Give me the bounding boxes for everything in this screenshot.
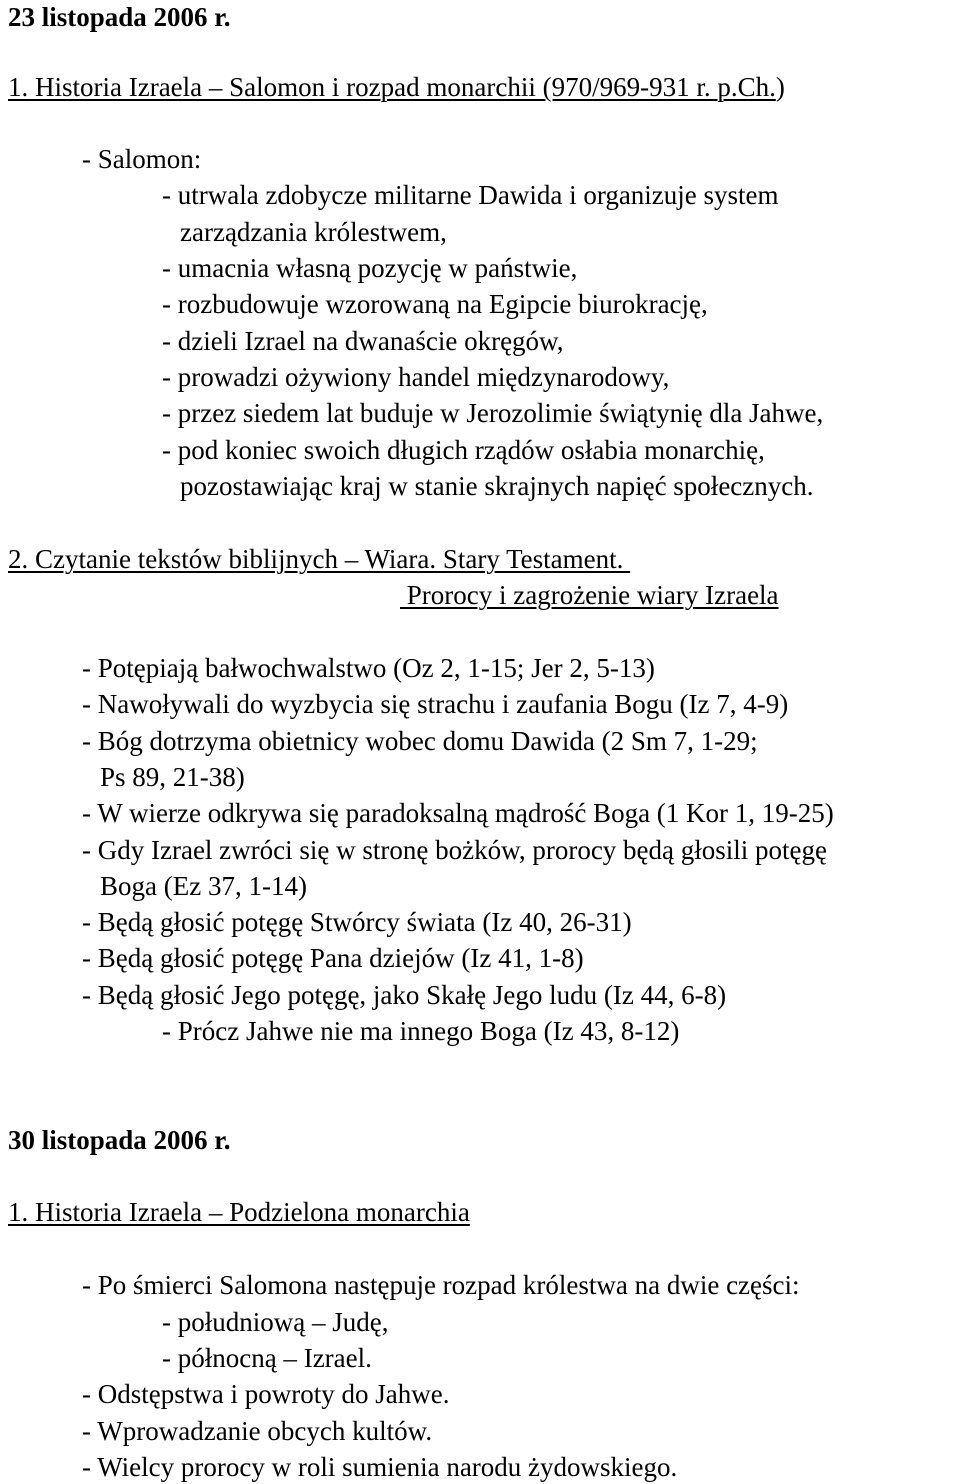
prophets-item: - Bóg dotrzyma obietnicy wobec domu Dawida (2 Sm 7, 1-29; — [82, 726, 758, 756]
salomon-item: - rozbudowuje wzorowaną na Egipcie biurokrację, — [162, 289, 708, 319]
prophets-item: - Będą głosić potęgę Stwórcy świata (Iz 40, 26-31) — [82, 907, 632, 937]
reading-subheading-text: Prorocy i zagrożenie wiary Izraela — [400, 580, 779, 610]
reading-subheading — [400, 578, 779, 612]
salomon-item: zarządzania królestwem, — [180, 217, 447, 247]
prophets-item: Boga (Ez 37, 1-14) — [100, 871, 307, 901]
prophets-item: - Będą głosić Jego potęgę, jako Skałę Jego ludu (Iz 44, 6-8) — [82, 980, 727, 1010]
prophets-item: - Potępiają bałwochwalstwo (Oz 2, 1-15; Jer 2, 5-13) — [82, 653, 655, 683]
monarchy-item: - Wielcy prorocy w roli sumienia narodu żydowskiego. — [82, 1452, 678, 1482]
reading-heading — [8, 542, 630, 576]
reading-heading-text: 2. Czytanie tekstów biblijnych – Wiara. Stary Testament. — [8, 544, 631, 574]
prophets-item: - Nawoływali do wyzbycia się strachu i zaufania Bogu (Iz 7, 4-9) — [82, 689, 789, 719]
monarchy-item: - Po śmierci Salomona następuje rozpad królestwa na dwie części: — [82, 1270, 800, 1300]
salomon-item: - prowadzi ożywiony handel międzynarodowy, — [162, 362, 670, 392]
salomon-item: pozostawiając kraj w stanie skrajnych napięć społecznych. — [180, 471, 814, 501]
history-heading-2-text: 1. Historia Izraela – Podzielona monarchia — [8, 1197, 470, 1227]
prophets-item: - Prócz Jahwe nie ma innego Boga (Iz 43, 8-12) — [162, 1016, 680, 1046]
monarchy-item: - Wprowadzanie obcych kultów. — [82, 1416, 433, 1446]
prophets-item: - Gdy Izrael zwróci się w stronę bożków, prorocy będą głosili potęgę — [82, 835, 828, 865]
monarchy-item: - Odstępstwa i powroty do Jahwe. — [82, 1379, 450, 1409]
monarchy-item: - południową – Judę, — [162, 1307, 389, 1337]
prophets-item: - W wierze odkrywa się paradoksalną mądrość Boga (1 Kor 1, 19-25) — [82, 798, 834, 828]
salomon-item: - przez siedem lat buduje w Jerozolimie świątynię dla Jahwe, — [162, 398, 824, 428]
prophets-item: Ps 89, 21-38) — [100, 762, 245, 792]
salomon-item: - umacnia własną pozycję w państwie, — [162, 253, 578, 283]
history-heading-2 — [8, 1195, 470, 1229]
salomon-label: - Salomon: — [82, 144, 202, 174]
salomon-item: - dzieli Izrael na dwanaście okręgów, — [162, 326, 564, 356]
history-heading-1-text: 1. Historia Izraela – Salomon i rozpad monarchii (970/969-931 r. p.Ch. — [8, 72, 776, 102]
prophets-item: - Będą głosić potęgę Pana dziejów (Iz 41, 1-8) — [82, 943, 584, 973]
date-heading-2: 30 listopada 2006 r. — [8, 1125, 231, 1155]
history-heading-1-tail: ) — [775, 72, 785, 102]
history-heading-1 — [8, 70, 785, 104]
salomon-item: - utrwala zdobycze militarne Dawida i organizuje system — [162, 180, 779, 210]
monarchy-item: - północną – Izrael. — [162, 1343, 372, 1373]
date-heading-1: 23 listopada 2006 r. — [8, 2, 231, 32]
salomon-item: - pod koniec swoich długich rządów osłabia monarchię, — [162, 435, 765, 465]
